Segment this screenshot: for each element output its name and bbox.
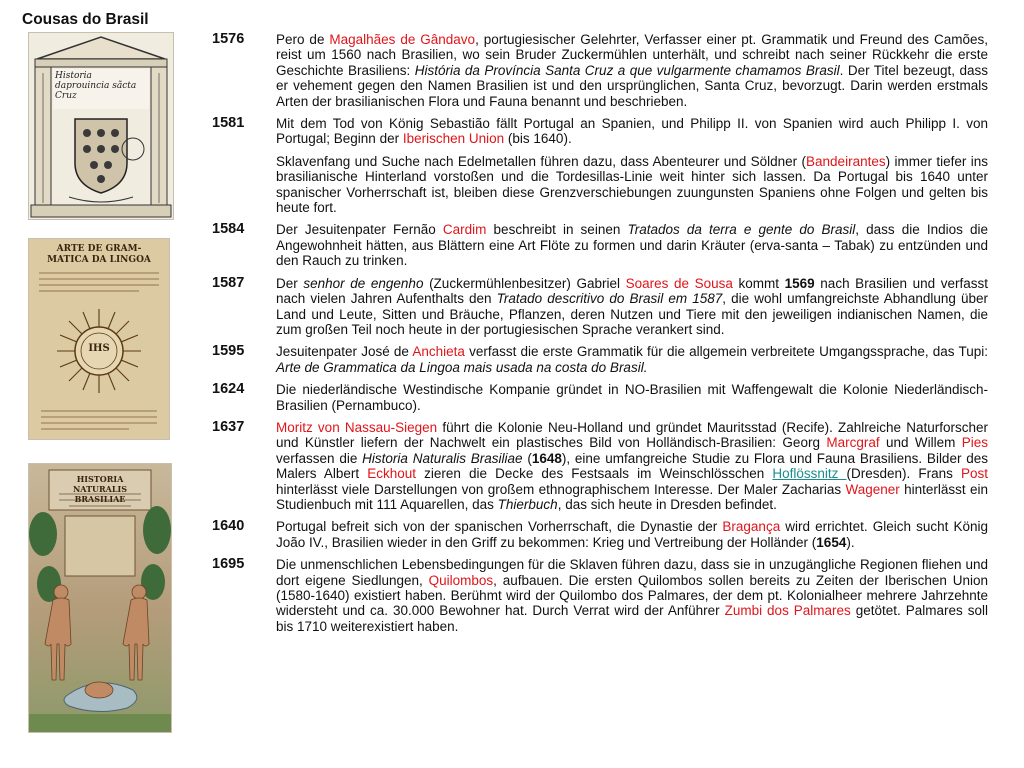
entry-paragraph bbox=[276, 344, 988, 375]
historia-header: HISTORIA NATURALIS BRASILIAE bbox=[72, 474, 127, 504]
highlighted-name: Pies bbox=[961, 435, 988, 451]
highlighted-name: Moritz von Nassau-Siegen bbox=[276, 419, 438, 435]
entry-paragraph bbox=[276, 382, 988, 413]
entry-text bbox=[276, 32, 988, 109]
entry-paragraph bbox=[276, 116, 988, 147]
timeline bbox=[212, 32, 988, 641]
entry-text bbox=[276, 382, 988, 413]
work-title: senhor de engenho bbox=[303, 275, 424, 291]
text-run: Die niederländische Westindische Kompanie gründet in NO-Brasilien mit Waffengewalt die Kolonie Niederländisch-Brasilien (Pernambuco). bbox=[276, 382, 988, 413]
entry-year: 1581 bbox=[212, 115, 245, 132]
work-title: Arte de Grammatica da Lingoa mais usada na costa do Brasil. bbox=[276, 359, 648, 375]
entry-text bbox=[276, 519, 988, 550]
entry-paragraph bbox=[276, 420, 988, 512]
entry-text bbox=[276, 116, 988, 215]
entry-year: 1595 bbox=[212, 343, 245, 360]
bold-year: 1569 bbox=[784, 275, 815, 291]
text-run: ) immer tiefer ins brasilianische Hinterland vorstoßen und die Tordesillas-Linie weit hinter sich lassen. Da Portugal bis 1640 unter spanischer Vorherrschaft ist, bleiben diese Grenzverschiebungen zuungunsten Spaniens ohne Folgen und gelten bis heute fort. bbox=[276, 153, 988, 216]
work-title: Tratado descritivo do Brasil em 1587 bbox=[496, 291, 723, 307]
timeline-entry-1695 bbox=[212, 557, 988, 634]
hoflossnitz-link[interactable]: Hoflössnitz bbox=[772, 466, 847, 482]
grammatica-drawing bbox=[29, 239, 169, 439]
entry-text bbox=[276, 557, 988, 634]
historia-naturalis-frontispiece bbox=[28, 463, 172, 733]
text-run: wird errichtet. Gleich sucht König João IV., Brasilien wieder in den Griff zu bekommen: Krieg und Vertreibung der Holländer ( bbox=[276, 519, 988, 550]
frontispiece-image bbox=[28, 32, 174, 220]
highlighted-name: Iberischen Union bbox=[402, 131, 505, 147]
grammatica-title-page bbox=[28, 238, 170, 440]
highlighted-name: Magalhães de Gândavo bbox=[329, 32, 476, 47]
text-run: hinterlässt viele Darstellungen von großem ethnographischem Interesse. Der Maler Zacharias bbox=[276, 481, 846, 497]
entry-text bbox=[276, 344, 988, 375]
text-run: Mit dem Tod von König Sebastião fällt Portugal an Spanien, und Philipp II. von Spanien wird auch Philipp I. von Portugal; Beginn der bbox=[276, 116, 988, 147]
timeline-entry-1584 bbox=[212, 222, 988, 268]
highlighted-name: Bragança bbox=[722, 519, 781, 535]
text-run: Sklavenfang und Suche nach Edelmetallen führen dazu, dass Abenteurer und Söldner ( bbox=[276, 153, 807, 169]
timeline-entry-1576 bbox=[212, 32, 988, 109]
timeline-entry-1637 bbox=[212, 420, 988, 512]
entry-paragraph bbox=[276, 557, 988, 634]
ihs-monogram: IHS bbox=[88, 343, 110, 354]
entry-paragraph bbox=[276, 276, 988, 338]
text-run: Pero de bbox=[276, 32, 330, 47]
highlighted-name: Bandeirantes bbox=[806, 153, 886, 169]
highlighted-name: Quilombos bbox=[428, 572, 494, 588]
text-run: Portugal befreit sich von der spanischen Vorherrschaft, die Dynastie der bbox=[276, 519, 723, 535]
text-run: ( bbox=[522, 450, 532, 466]
text-run: ). bbox=[846, 534, 855, 550]
text-run: und Willem bbox=[879, 435, 962, 451]
work-title: Thierbuch bbox=[497, 496, 558, 512]
text-run: (Zuckermühlenbesitzer) Gabriel bbox=[423, 275, 626, 291]
historia-drawing bbox=[29, 464, 171, 732]
highlighted-name: Post bbox=[960, 466, 988, 482]
text-run: Der Jesuitenpater Fernão bbox=[276, 222, 443, 238]
entry-text bbox=[276, 420, 988, 512]
text-run: , portugiesischer Gelehrter, Verfasser einer pt. Grammatik und Freund des Camões, reist um 1560 nach Brasilien, wo sein Bruder Zuckermühlen unterhält, und schreibt nach seiner Rückkehr die erste Geschichte Brasiliens: bbox=[276, 32, 988, 78]
text-run: ), eine umfangreiche Studie zu Flora und Fauna Brasiliens. Bilder des Malers Albert bbox=[276, 450, 989, 482]
text-run: , das sich heute in Dresden befindet. bbox=[557, 496, 777, 512]
highlighted-name: Marcgraf bbox=[826, 435, 880, 451]
entry-paragraph bbox=[276, 32, 988, 109]
page-title: Cousas do Brasil bbox=[22, 11, 149, 28]
text-run: , dass die Indios die Angewohnheit hätten, aus Blättern eine Art Flöte zu formen und darin Kräuter (erva-santa – Tabak) zu entzünden und den Rauch zu trinken. bbox=[276, 222, 988, 269]
highlighted-name: Zumbi dos Palmares bbox=[724, 603, 851, 619]
text-run: Der bbox=[276, 275, 304, 291]
text-run: führt die Kolonie Neu-Holland und gründet Mauritsstad (Recife). Zahlreiche Naturforscher und Künstler liefern der Nachwelt ein plastisches Bild von Holländisch-Brasilien: Georg bbox=[276, 419, 988, 451]
entry-year: 1576 bbox=[212, 31, 245, 47]
highlighted-name: Cardim bbox=[442, 222, 487, 238]
work-title: História da Província Santa Cruz a que vulgarmente chamamos Brasil bbox=[414, 62, 840, 78]
timeline-entry-1640 bbox=[212, 519, 988, 550]
bold-year: 1654 bbox=[816, 534, 847, 550]
frontispiece-drawing bbox=[29, 33, 173, 219]
text-run: , aufbauen. Die ersten Quilombos sollen bereits zu Zeiten der Iberischen Union (1580-1640) existiert haben. Berühmt wird der Quilombo dos Palmares, der dem pt. Kolonialheer mehrere Jahrzehnte widersteht und ca. 30.000 Bewohner hat. Durch Verrat wird der Anführer bbox=[276, 572, 988, 619]
highlighted-name: Soares de Sousa bbox=[625, 275, 733, 291]
timeline-entry-1595 bbox=[212, 344, 988, 375]
entry-year: 1624 bbox=[212, 381, 245, 398]
text-run: verfassen die bbox=[276, 450, 363, 466]
timeline-entry-1587 bbox=[212, 276, 988, 338]
entry-year: 1637 bbox=[212, 418, 245, 435]
timeline-entry-1624 bbox=[212, 382, 988, 413]
text-run: beschreibt in seinen bbox=[486, 222, 628, 238]
entry-paragraph bbox=[276, 222, 988, 268]
entry-year: 1695 bbox=[212, 556, 245, 573]
text-run: (Dresden). Frans bbox=[846, 466, 961, 482]
text-run: getötet. Palmares soll bis 1710 weiterexistiert haben. bbox=[276, 603, 988, 634]
text-run: verfasst die erste Grammatik für die allgemein verbreitete Umgangssprache, das Tupi: bbox=[464, 344, 989, 360]
text-run: (bis 1640). bbox=[504, 131, 572, 147]
work-title: Historia Naturalis Brasiliae bbox=[362, 450, 523, 466]
timeline-entry-1581 bbox=[212, 116, 988, 215]
entry-text bbox=[276, 276, 988, 338]
text-run: zieren die Decke des Festsaals im Weinschlösschen bbox=[416, 466, 773, 482]
work-title: Tratados da terra e gente do Brasil bbox=[627, 222, 856, 238]
highlighted-name: Eckhout bbox=[367, 466, 416, 482]
entry-text bbox=[276, 222, 988, 268]
entry-paragraph bbox=[276, 154, 988, 216]
text-run: . Der Titel bezeugt, dass er vehement gegen den Namen Brasilien ist und den ursprünglichen, Santa Cruz, bevorzugt. Darin werden erstmals Arten der brasilianischen Flora und Fauna benannt und beschrieben. bbox=[276, 62, 988, 109]
entry-year: 1587 bbox=[212, 274, 245, 291]
text-run: Jesuitenpater José de bbox=[276, 344, 413, 360]
highlighted-name: Wagener bbox=[845, 481, 900, 497]
text-run: nach Brasilien und verfasst nach vielen Jahren Aufenthalts den bbox=[276, 275, 988, 307]
text-run: , die wohl umfangreichste Abhandlung über Land und Leute, Sitten und Bräuche, Pflanzen, deren Nutzen und Tiere mit den jeweiligen indianischen Namen, die zum großen Teil noch heute in der portugiesischen Sprache verankert sind. bbox=[276, 291, 988, 337]
highlighted-name: Anchieta bbox=[412, 344, 465, 360]
text-run: Die unmenschlichen Lebensbedingungen für die Sklaven führen dazu, dass sie in unzugängliche Regionen fliehen und dort eigene Siedlungen, bbox=[276, 557, 988, 588]
bold-year: 1648 bbox=[531, 450, 562, 466]
text-run: kommt bbox=[732, 275, 785, 291]
text-run: hinterlässt ein Studienbuch mit 111 Aquarellen, das bbox=[276, 481, 989, 512]
grammatica-header: ARTE DE GRAM- MATICA DA LINGOA bbox=[47, 244, 151, 265]
frontispiece-caption: Historia daprouincia sãcta Cruz bbox=[55, 71, 137, 101]
entry-year: 1584 bbox=[212, 221, 245, 238]
entry-paragraph bbox=[276, 519, 988, 550]
entry-year: 1640 bbox=[212, 518, 245, 535]
